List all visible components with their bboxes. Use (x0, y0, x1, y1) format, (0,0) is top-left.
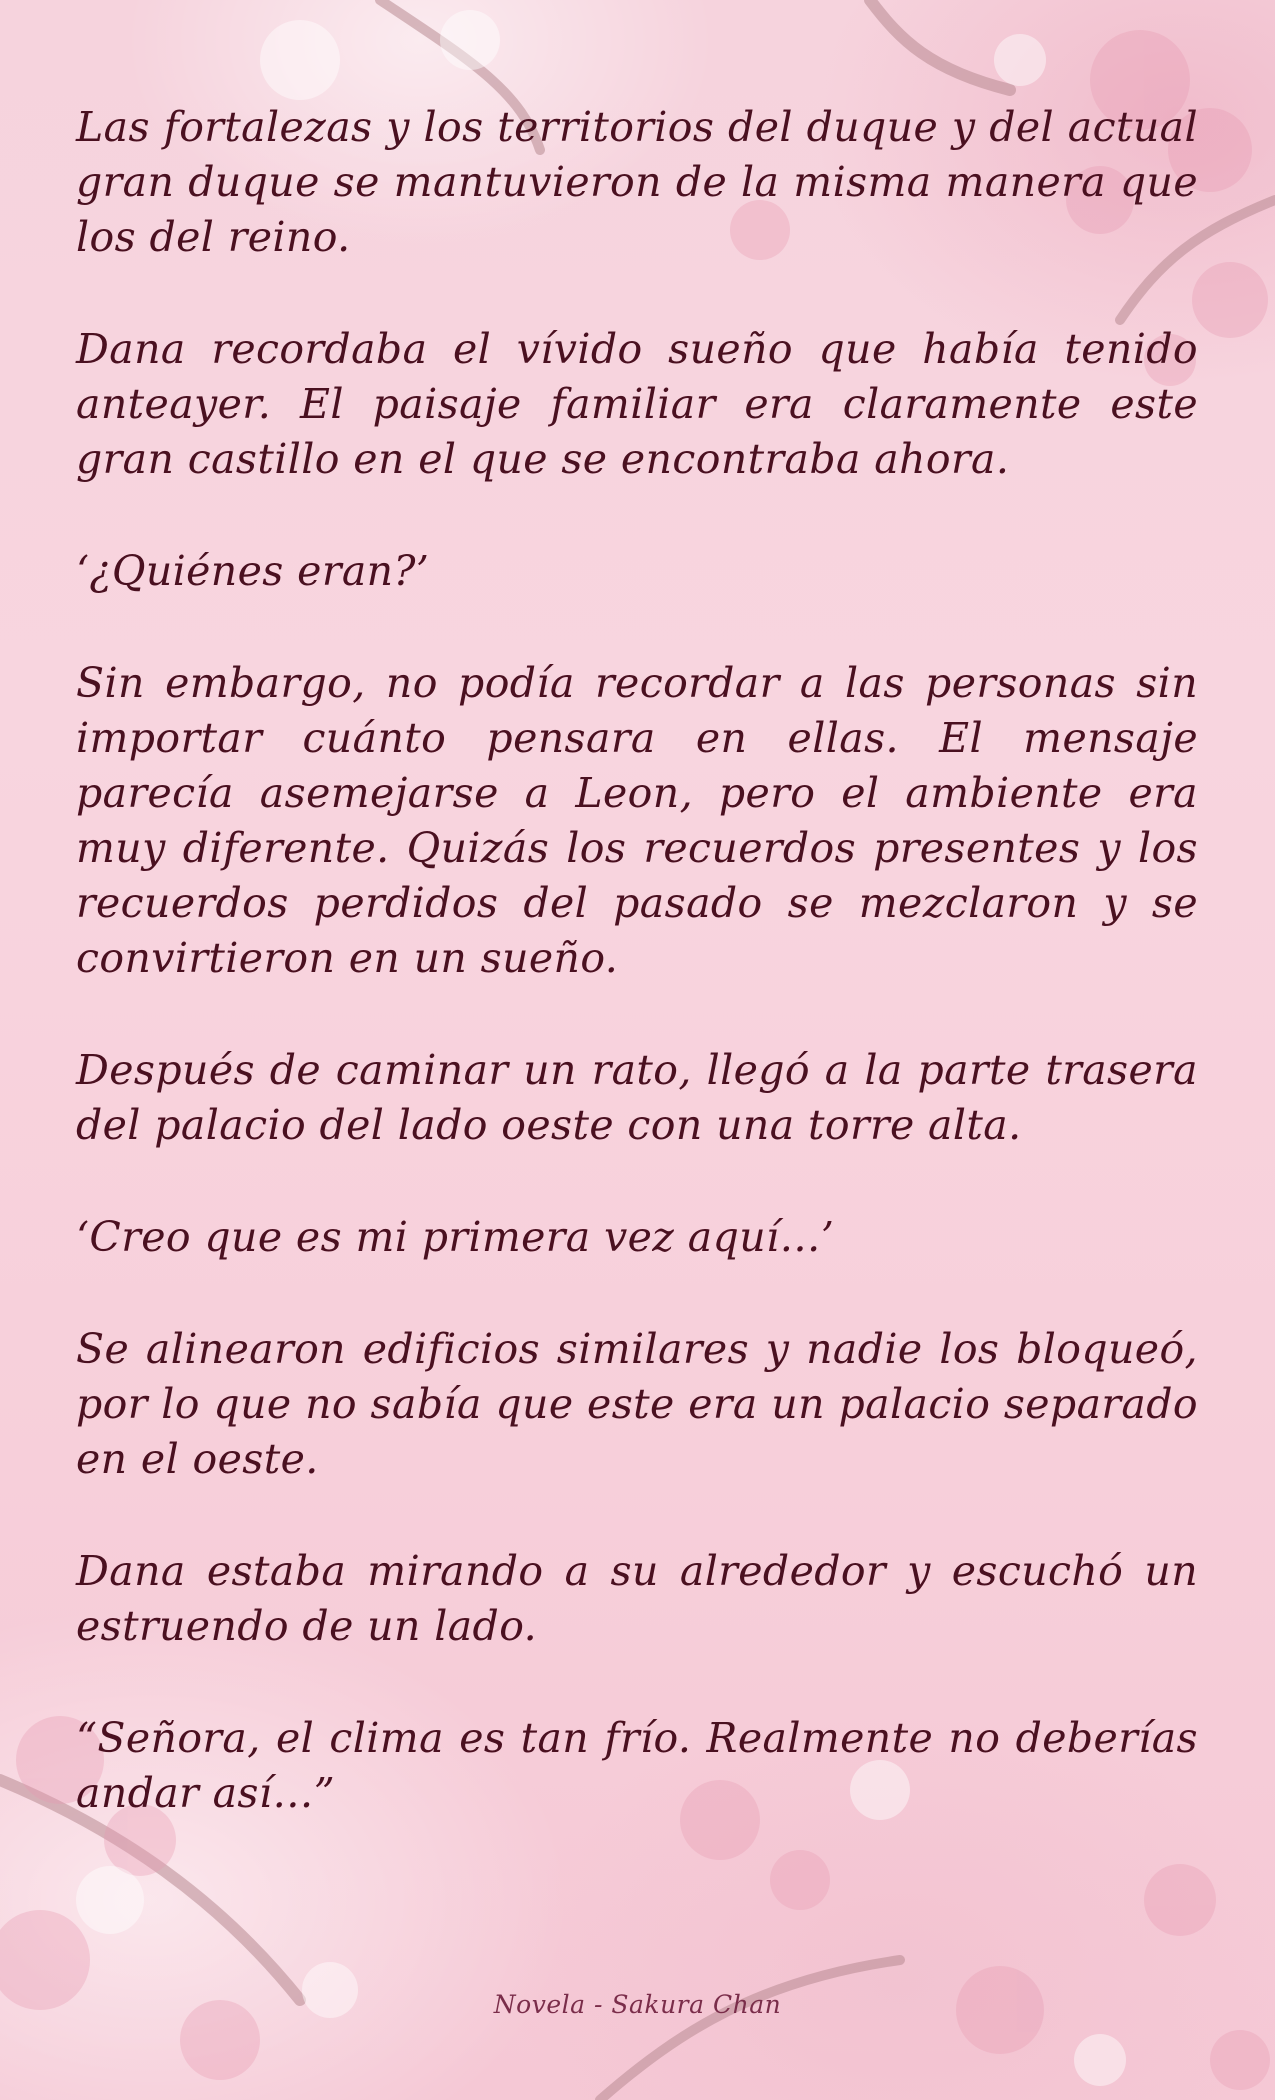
paragraph: Después de caminar un rato, llegó a la parte trasera del palacio del lado oeste con una torre alta. (76, 1046, 1198, 1149)
novel-page (76, 100, 1198, 1821)
paragraph: “Señora, el clima es tan frío. Realmente no deberías andar así…” (76, 1714, 1198, 1817)
paragraph: ‘¿Quiénes eran?’ (76, 547, 430, 595)
paragraph: Dana estaba mirando a su alrededor y escuchó un estruendo de un lado. (76, 1547, 1198, 1650)
paragraph: Dana recordaba el vívido sueño que había tenido anteayer. El paisaje familiar era claramente este gran castillo en el que se encontraba ahora. (76, 325, 1198, 483)
paragraph: ‘Creo que es mi primera vez aquí…’ (76, 1213, 835, 1261)
novel-credit: Novela - Sakura Chan (493, 1990, 782, 2019)
paragraph: Las fortalezas y los territorios del duque y del actual gran duque se mantuvieron de la misma manera que los del reino. (76, 103, 1198, 261)
paragraph: Se alinearon edificios similares y nadie los bloqueó, por lo que no sabía que este era un palacio separado en el oeste. (76, 1325, 1198, 1483)
paragraph: Sin embargo, no podía recordar a las personas sin importar cuánto pensara en ellas. El mensaje parecía asemejarse a Leon, pero el ambiente era muy diferente. Quizás los recuerdos presentes y los recuerdos perdidos del pasado se mezclaron y se convirtieron en un sueño. (76, 659, 1198, 982)
